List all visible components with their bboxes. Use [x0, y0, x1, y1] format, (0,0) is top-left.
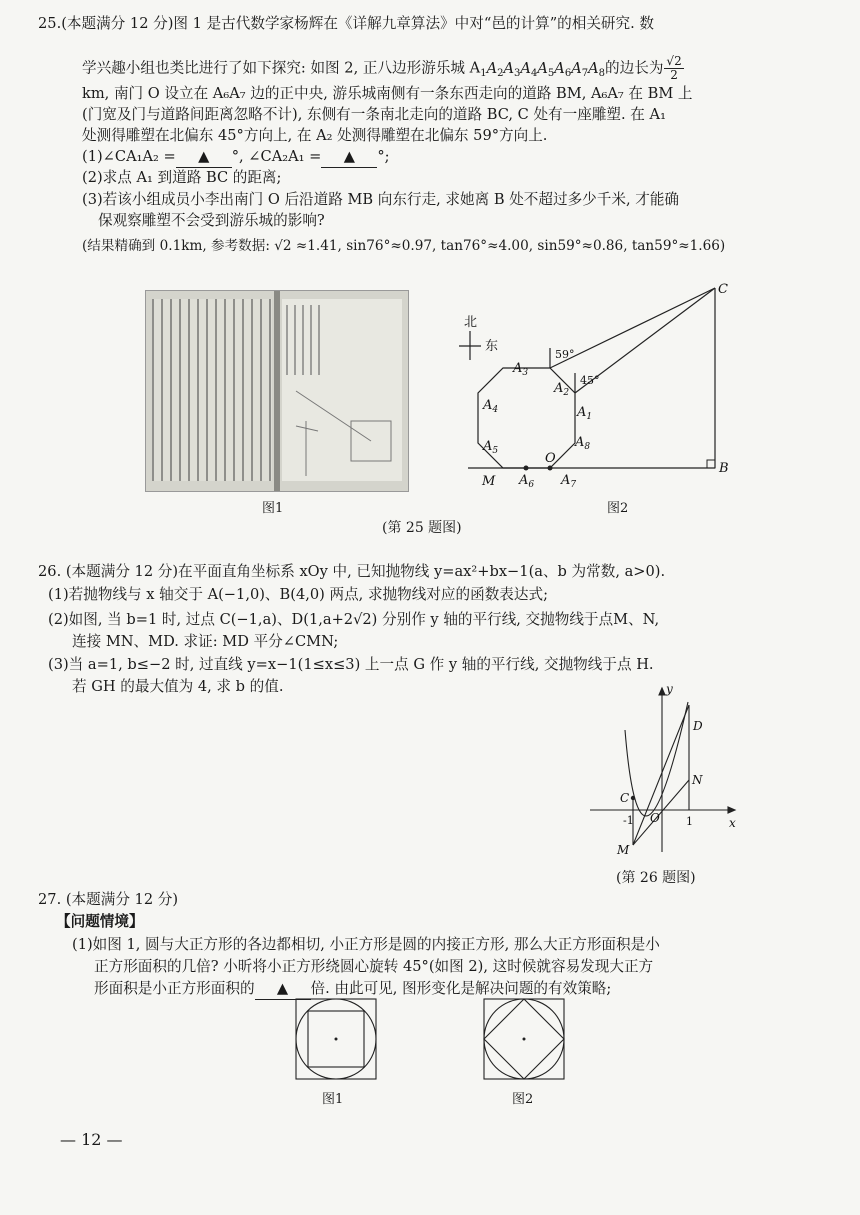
q26-part-3-a: (3)当 a=1, b≤−2 时, 过直线 y=x−1(1≤x≤3) 上一点 G 作 y 轴的平行线, 交抛物线于点 H.: [48, 656, 654, 673]
point-m: M: [482, 474, 496, 489]
vertex-a2: $A_2$: [554, 381, 570, 398]
vertex-a4: $A_4$: [483, 398, 499, 415]
vertex-a1: $A_1$: [577, 405, 593, 422]
tick-neg-one: -1: [623, 814, 634, 827]
q25-line-2-b: 的边长为: [605, 59, 664, 77]
q25-part-3-b: 保观察雕塑不会受到游乐城的影响?: [98, 212, 325, 229]
q27-part-1-b: 正方形面积的几倍? 小昕将小正方形绕圆心旋转 45°(如图 2), 这时候就容易发现大正方: [94, 958, 654, 975]
angle-45-label: 45°: [580, 374, 600, 387]
q25-figure-caption: (第 25 题图): [382, 520, 462, 536]
fig1-label: 图1: [262, 501, 284, 516]
book-sketch: [146, 291, 408, 491]
q25-part-1: [82, 147, 390, 168]
vertex-a7: $A_7$: [561, 473, 577, 490]
q27-fig1-label: 图1: [322, 1092, 344, 1107]
q26-figure-caption: (第 26 题图): [616, 870, 696, 886]
point-d: D: [693, 719, 703, 733]
q25-line-2: [82, 55, 685, 82]
q25-part-3-a: (3)若该小组成员小李出南门 O 后沿道路 MB 向东行走, 求她离 B 处不超过多少千米, 才能确: [82, 191, 680, 208]
q26-part-2-a: (2)如图, 当 b=1 时, 过点 C(−1,a)、D(1,a+2√2) 分别作 y 轴的平行线, 交抛物线于点M、N,: [48, 611, 660, 628]
tick-one: 1: [686, 815, 693, 828]
segment-mn: [633, 780, 689, 845]
octagon-vertices: $_1A_2A_3A_4A_5A_6A_7A_8$: [480, 59, 606, 79]
q26-part-3-b: 若 GH 的最大值为 4, 求 b 的值.: [72, 678, 284, 695]
q25-part-1-a: (1)∠CA₁A₂ =: [82, 148, 176, 165]
q25-line-5: 处测得雕塑在北偏东 45°方向上, 在 A₂ 处测得雕塑在北偏东 59°方向上.: [82, 127, 548, 144]
q26-line-1: 26. (本题满分 12 分)在平面直角坐标系 xOy 中, 已知抛物线 y=ax²+bx−1(a、b 为常数, a>0).: [38, 563, 666, 580]
q25-reference-note: (结果精确到 0.1km, 参考数据: √2 ≈1.41, sin76°≈0.97, tan76°≈4.00, sin59°≈0.86, tan59°≈1.66): [82, 238, 726, 254]
fig2-label: 图2: [607, 501, 629, 516]
q25-line-3: km, 南门 O 设立在 A₆A₇ 边的正中央, 游乐城南侧有一条东西走向的道路 BM, A₆A₇ 在 BM 上: [82, 85, 693, 102]
ancient-book-photo: [145, 290, 409, 492]
q27-line-1: 27. (本题满分 12 分): [38, 891, 179, 908]
vertex-a6: $A_6$: [519, 473, 535, 490]
q25-line-4: (门宽及门与道路间距离忽略不计), 东侧有一条南北走向的道路 BC, C 处有一座雕塑. 在 A₁: [82, 106, 666, 123]
y-axis-label: y: [666, 682, 673, 696]
page-number: — 12 —: [60, 1130, 123, 1149]
answer-blank: ▲: [255, 979, 311, 1000]
square-circle-figure-2: [478, 995, 578, 1083]
q27-part-1-d-text: 倍. 由此可见, 图形变化是解决问题的有效策略;: [310, 980, 612, 997]
octagon-diagram: [455, 278, 755, 503]
fraction-numerator: √2: [666, 54, 682, 68]
compass-east-label: 东: [485, 339, 499, 354]
q25-part-1-b: °, ∠CA₂A₁ =: [231, 148, 322, 165]
point-b: B: [719, 461, 729, 476]
q25-line-1: 25.(本题满分 12 分)图 1 是古代数学家杨辉在《详解九章算法》中对“邑的计算”的相关研究. 数: [38, 15, 654, 32]
compass-north-label: 北: [464, 315, 478, 330]
q27-fig2-label: 图2: [512, 1092, 534, 1107]
vertex-a3: $A_3$: [513, 361, 529, 378]
point-m: M: [617, 843, 630, 857]
q27-part-1-a: (1)如图 1, 圆与大正方形的各边都相切, 小正方形是圆的内接正方形, 那么大正方形面积是小: [72, 936, 660, 953]
q26-part-2-b: 连接 MN、MD. 求证: MD 平分∠CMN;: [72, 633, 339, 650]
point-c: C: [620, 791, 630, 805]
q27-part-1-c-text: 形面积是小正方形面积的: [94, 980, 255, 997]
q25-line-2-a: 学兴趣小组也类比进行了如下探究: 如图 2, 正八边形游乐城 A: [82, 59, 481, 77]
vertex-a5: $A_5$: [483, 439, 499, 456]
segment-md: [633, 705, 689, 845]
vertex-a8: $A_8$: [575, 435, 591, 452]
square-circle-figure-1: [290, 995, 390, 1083]
side-length-fraction: [664, 55, 683, 82]
point-o: O: [545, 451, 556, 466]
answer-blank: ▲: [321, 147, 377, 168]
q25-part-2: (2)求点 A₁ 到道路 BC 的距离;: [82, 169, 282, 186]
origin-o: O: [650, 811, 660, 825]
q27-heading: 【问题情境】: [56, 913, 144, 930]
point-n: N: [692, 773, 703, 787]
q25-part-1-c: °;: [377, 148, 390, 165]
fraction-denominator: 2: [670, 68, 678, 82]
point-c: C: [718, 282, 728, 297]
parabola-diagram: [585, 680, 750, 860]
x-axis-label: x: [729, 816, 736, 830]
q26-part-1: (1)若抛物线与 x 轴交于 A(−1,0)、B(4,0) 两点, 求抛物线对应的函数表达式;: [48, 586, 548, 603]
sight-line-a2: [550, 288, 715, 368]
angle-59-label: 59°: [555, 348, 575, 361]
answer-blank: ▲: [176, 147, 232, 168]
